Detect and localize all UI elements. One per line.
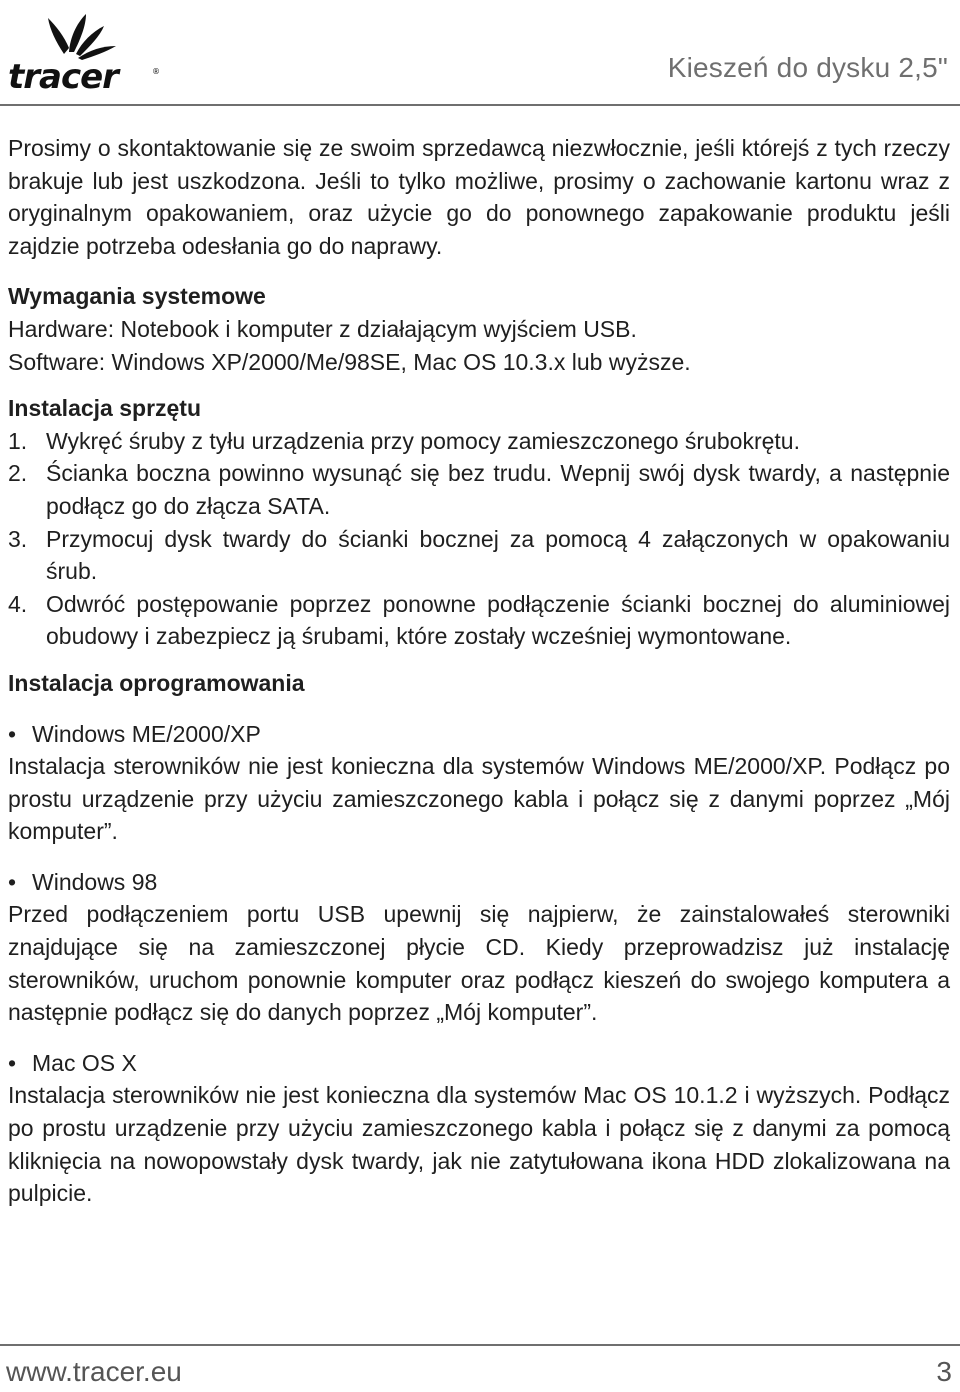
tracer-logo-icon — [6, 8, 162, 94]
section-windows-98 — [8, 866, 950, 899]
section-title: Windows ME/2000/XP — [32, 720, 261, 747]
step-text: Odwróć postępowanie poprzez ponowne podłączenie ścianki bocznej do aluminiowej obudowy i zabezpiecz ją śrubami, które zostały wcześniej wymontowane. — [46, 590, 950, 650]
section-title: Windows 98 — [32, 868, 158, 895]
install-step-3 — [8, 523, 950, 588]
step-number: 1. — [8, 427, 28, 454]
section-text: Instalacja sterowników nie jest konieczna dla systemów Mac OS 10.1.2 i wyższych. Podłącz po prostu urządzenie przy użyciu zamieszczonego kabla i połącz się z danymi za pomocą kliknięcia na nowopowstały dysk twardy, jak nie zatytułowana ikona HDD zlokalizowana na pulpicie. — [8, 1082, 950, 1207]
install-step-1 — [8, 425, 950, 458]
footer-website-link[interactable]: www.tracer.eu — [6, 1356, 182, 1387]
section-text: Instalacja sterowników nie jest konieczna dla systemów Windows ME/2000/XP. Podłącz po prostu urządzenie przy użyciu zamieszczonego kabla i połącz się z danymi poprzez „Mój komputer”. — [8, 753, 950, 845]
step-number: 2. — [8, 460, 28, 487]
step-text: Wykręć śruby z tyłu urządzenia przy pomocy zamieszczonego śrubokrętu. — [46, 427, 800, 454]
svg-text:®: ® — [152, 67, 160, 76]
bullet-icon: • — [8, 1049, 17, 1076]
bullet-icon: • — [8, 720, 17, 747]
page-number: 3 — [936, 1356, 952, 1387]
install-step-4 — [8, 588, 950, 653]
software-install-heading: Instalacja oprogramowania — [8, 669, 305, 696]
section-windows-me-2000-xp — [8, 718, 950, 751]
step-text: Ścianka boczna powinno wysunąć się bez trudu. Wepnij swój dysk twardy, a następnie podłącz go do złącza SATA. — [46, 460, 950, 519]
document-body — [8, 132, 950, 1210]
requirements-heading: Wymagania systemowe — [8, 283, 266, 310]
hardware-requirement: Hardware: Notebook i komputer z działającym wyjściem USB. — [8, 315, 637, 342]
step-number: 3. — [8, 525, 28, 552]
document-title: Kieszeń do dysku 2,5" — [667, 52, 948, 83]
footer-divider — [0, 1344, 960, 1346]
tracer-logo — [6, 8, 162, 94]
install-step-2 — [8, 457, 950, 522]
hardware-install-steps — [8, 425, 950, 653]
svg-text:tracer: tracer — [8, 57, 118, 94]
header-divider — [0, 104, 960, 106]
section-text: Przed podłączeniem portu USB upewnij się najpierw, że zainstalowałeś sterowniki znajdujące się na zamieszczonej płycie CD. Kiedy przeprowadzisz już instalację sterowników, uruchom ponownie komputer oraz podłącz kieszeń do swojego komputera a następnie podłącz się do danych poprzez „Mój komputer”. — [8, 901, 950, 1026]
hardware-install-heading: Instalacja sprzętu — [8, 395, 202, 422]
intro-paragraph: Prosimy o skontaktowanie się ze swoim sprzedawcą niezwłocznie, jeśli którejś z tych rzeczy brakuje lub jest uszkodzona. Jeśli to tylko możliwe, prosimy o zachowanie kartonu wraz z oryginalnym opakowaniem, oraz użycie go do ponownego zapakowanie produktu jeśli zajdzie potrzeba odesłania go do naprawy. — [8, 135, 950, 259]
section-title: Mac OS X — [32, 1049, 137, 1076]
bullet-icon: • — [8, 868, 17, 895]
section-mac-os-x — [8, 1047, 950, 1080]
software-requirement: Software: Windows XP/2000/Me/98SE, Mac OS 10.3.x lub wyższe. — [8, 348, 691, 375]
step-number: 4. — [8, 590, 28, 617]
step-text: Przymocuj dysk twardy do ścianki bocznej za pomocą 4 załączonych w opakowaniu śrub. — [46, 525, 950, 585]
